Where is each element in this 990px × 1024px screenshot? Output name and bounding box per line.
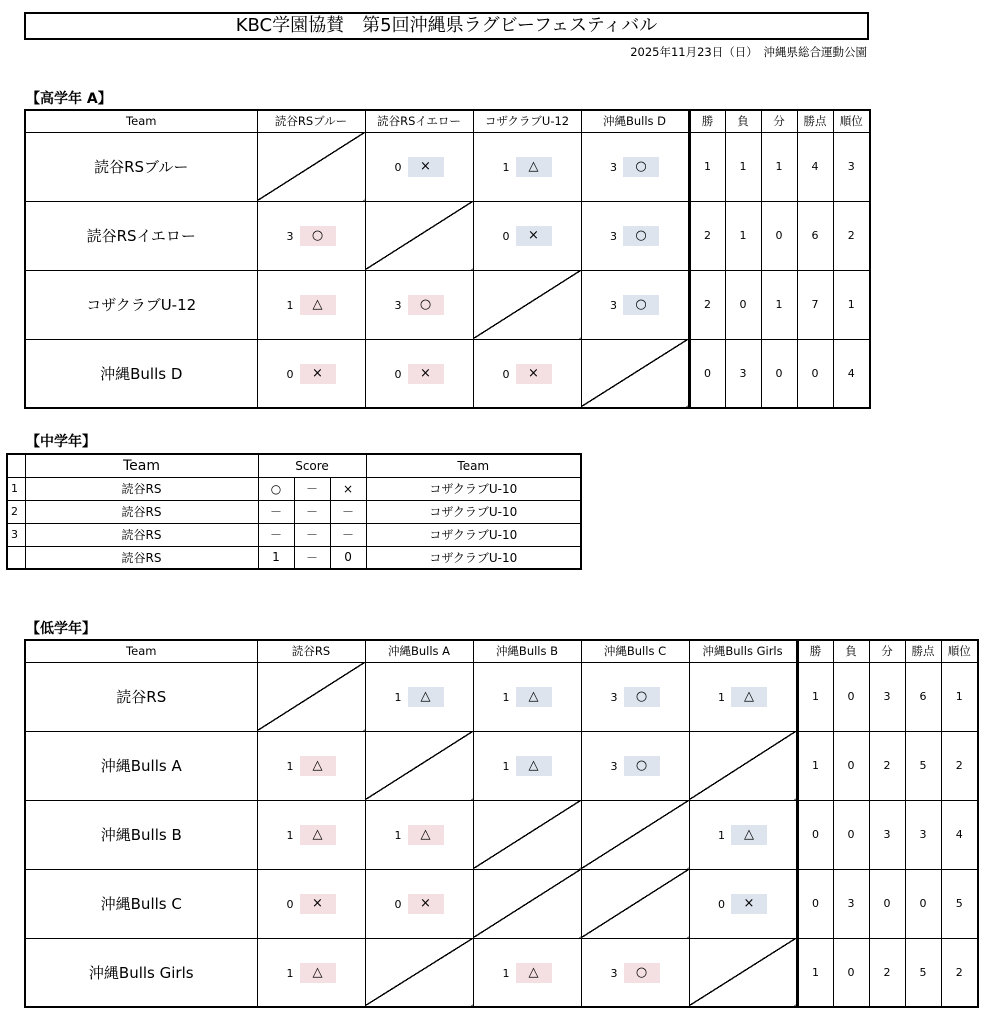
- lower-result-cell: [473, 731, 581, 800]
- middle-row-number: 1: [7, 477, 25, 500]
- result: [503, 756, 552, 776]
- result: [503, 157, 552, 177]
- result: [503, 687, 552, 707]
- result-mark: ○: [624, 756, 660, 776]
- lower-stat-wins: 1: [797, 938, 833, 1007]
- middle-home-team: 読谷RS: [25, 500, 258, 523]
- result-mark: ×: [408, 364, 444, 384]
- lower-team-name: 読谷RS: [25, 662, 257, 731]
- result-points: 0: [502, 367, 510, 381]
- result-mark: △: [300, 756, 336, 776]
- result-points: 1: [502, 759, 510, 773]
- upper-diagonal-cell: [473, 270, 581, 339]
- upper-stat-points: 6: [797, 201, 833, 270]
- result-mark: ○: [408, 295, 444, 315]
- upper-table-row: [25, 132, 870, 201]
- result-points: 1: [718, 828, 725, 842]
- result-mark: ○: [624, 963, 660, 983]
- lower-stat-rank: 5: [941, 869, 978, 938]
- upper-stat-rank: 3: [833, 132, 870, 201]
- result-mark: ×: [300, 364, 336, 384]
- middle-score-sep: －: [294, 500, 330, 523]
- page-title: KBC学園協賛 第5回沖縄県ラグビーフェスティバル: [24, 12, 869, 40]
- lower-result-cell: [473, 662, 581, 731]
- lower-diagonal-cell: [257, 662, 365, 731]
- result-mark: △: [731, 825, 767, 845]
- middle-table-row: [7, 500, 581, 523]
- result: [395, 825, 444, 845]
- lower-result-cell: [365, 662, 473, 731]
- result: [287, 226, 336, 246]
- result-mark: △: [516, 963, 552, 983]
- upper-table-row: [25, 201, 870, 270]
- middle-away-team: コザクラブU-10: [366, 500, 581, 523]
- result-mark: △: [300, 295, 336, 315]
- lower-result-cell: [365, 869, 473, 938]
- result: [395, 894, 444, 914]
- upper-result-cell: [257, 201, 365, 270]
- result-mark: △: [731, 687, 767, 707]
- result-mark: △: [516, 157, 552, 177]
- lower-header-9: 勝点: [905, 640, 941, 662]
- upper-header-5: 勝: [689, 110, 725, 132]
- result-mark: △: [408, 687, 444, 707]
- middle-row-number: 2: [7, 500, 25, 523]
- result: [503, 364, 552, 384]
- lower-header-7: 負: [833, 640, 869, 662]
- lower-team-name: 沖縄Bulls A: [25, 731, 257, 800]
- lower-stat-rank: 2: [941, 938, 978, 1007]
- upper-stat-wins: 2: [689, 201, 725, 270]
- result: [718, 894, 767, 914]
- upper-result-cell: [365, 132, 473, 201]
- result: [610, 157, 659, 177]
- middle-table-row: [7, 546, 581, 569]
- upper-team-name: 沖縄Bulls D: [25, 339, 257, 408]
- upper-result-cell: [581, 270, 689, 339]
- lower-diagonal-cell: [581, 800, 689, 869]
- result-points: 3: [610, 229, 617, 243]
- lower-result-cell: [257, 938, 365, 1007]
- upper-result-cell: [473, 201, 581, 270]
- middle-table-row: [7, 477, 581, 500]
- result-points: 0: [394, 367, 402, 381]
- result-points: 1: [286, 966, 294, 980]
- result-points: 3: [610, 759, 618, 773]
- lower-stat-draws: 2: [869, 731, 905, 800]
- result-mark: △: [300, 963, 336, 983]
- lower-stat-losses: 3: [833, 869, 869, 938]
- lower-result-cell: [257, 731, 365, 800]
- upper-result-cell: [257, 339, 365, 408]
- result-points: 3: [394, 298, 402, 312]
- lower-team-name: 沖縄Bulls Girls: [25, 938, 257, 1007]
- upper-stat-draws: 1: [761, 132, 797, 201]
- result-points: 1: [502, 966, 510, 980]
- upper-stat-losses: 0: [725, 270, 761, 339]
- result-points: 1: [286, 759, 294, 773]
- upper-stat-wins: 2: [689, 270, 725, 339]
- result: [287, 894, 336, 914]
- lower-diagonal-cell: [365, 938, 473, 1007]
- result: [395, 687, 444, 707]
- result: [611, 756, 660, 776]
- result: [287, 963, 336, 983]
- upper-stat-points: 0: [797, 339, 833, 408]
- upper-header-0: Team: [25, 110, 257, 132]
- middle-score-sep: －: [294, 546, 330, 569]
- middle-away-team: コザクラブU-10: [366, 546, 581, 569]
- result: [395, 157, 444, 177]
- middle-home-team: 読谷RS: [25, 546, 258, 569]
- result-points: 1: [286, 298, 294, 312]
- result-mark: ○: [623, 157, 659, 177]
- result-points: 1: [286, 828, 294, 842]
- result-points: 0: [394, 160, 402, 174]
- lower-stat-losses: 0: [833, 800, 869, 869]
- lower-team-name: 沖縄Bulls B: [25, 800, 257, 869]
- upper-stat-wins: 1: [689, 132, 725, 201]
- upper-diagonal-cell: [581, 339, 689, 408]
- upper-table-row: [25, 339, 870, 408]
- lower-result-cell: [365, 800, 473, 869]
- upper-stat-rank: 2: [833, 201, 870, 270]
- upper-result-cell: [365, 270, 473, 339]
- result: [287, 756, 336, 776]
- lower-stat-losses: 0: [833, 662, 869, 731]
- lower-stat-draws: 3: [869, 662, 905, 731]
- result-mark: ×: [516, 226, 552, 246]
- middle-score-away: 0: [330, 546, 366, 569]
- middle-home-team: 読谷RS: [25, 477, 258, 500]
- result-mark: ○: [624, 687, 660, 707]
- section-lower-title: 【低学年】: [26, 621, 96, 637]
- upper-result-cell: [365, 339, 473, 408]
- lower-header-0: Team: [25, 640, 257, 662]
- result-points: 0: [286, 367, 294, 381]
- result-points: 3: [610, 966, 618, 980]
- middle-score-home: ○: [258, 477, 294, 500]
- lower-stat-points: 5: [905, 731, 941, 800]
- result-mark: ○: [623, 226, 659, 246]
- section-upper-title: 【高学年 A】: [26, 91, 112, 107]
- result-mark: ×: [516, 364, 552, 384]
- lower-table-row: [25, 938, 978, 1007]
- result-points: 3: [286, 229, 294, 243]
- result-points: 3: [610, 160, 617, 174]
- lower-table-row: [25, 731, 978, 800]
- middle-header-team-away: Team: [366, 454, 581, 477]
- result-mark: ○: [623, 295, 659, 315]
- lower-diagonal-cell: [473, 869, 581, 938]
- result: [718, 687, 767, 707]
- middle-score-home: －: [258, 500, 294, 523]
- middle-num-header: [7, 454, 25, 477]
- middle-row-number: [7, 546, 25, 569]
- upper-grade-table: [24, 109, 871, 409]
- upper-header-2: 読谷RSイエロー: [365, 110, 473, 132]
- middle-score-home: －: [258, 523, 294, 546]
- result: [287, 825, 336, 845]
- middle-away-team: コザクラブU-10: [366, 523, 581, 546]
- result: [718, 825, 767, 845]
- result: [503, 226, 552, 246]
- lower-result-cell: [689, 662, 797, 731]
- result: [610, 226, 659, 246]
- lower-table-row: [25, 662, 978, 731]
- result-points: 1: [502, 690, 510, 704]
- lower-table-row: [25, 869, 978, 938]
- result-mark: ×: [731, 894, 767, 914]
- upper-result-cell: [473, 132, 581, 201]
- result: [287, 364, 336, 384]
- lower-header-1: 読谷RS: [257, 640, 365, 662]
- lower-stat-rank: 2: [941, 731, 978, 800]
- upper-stat-draws: 0: [761, 339, 797, 408]
- upper-team-name: コザクラブU-12: [25, 270, 257, 339]
- result-points: 0: [394, 897, 402, 911]
- middle-score-away: ×: [330, 477, 366, 500]
- upper-header-9: 順位: [833, 110, 870, 132]
- upper-stat-points: 4: [797, 132, 833, 201]
- lower-stat-points: 0: [905, 869, 941, 938]
- upper-header-4: 沖縄Bulls D: [581, 110, 689, 132]
- middle-score-away: －: [330, 500, 366, 523]
- lower-result-cell: [581, 938, 689, 1007]
- upper-table-row: [25, 270, 870, 339]
- result-mark: ×: [300, 894, 336, 914]
- lower-diagonal-cell: [689, 731, 797, 800]
- result-mark: ×: [408, 894, 444, 914]
- upper-result-cell: [473, 339, 581, 408]
- result-points: 3: [610, 690, 618, 704]
- upper-result-cell: [581, 132, 689, 201]
- lower-stat-points: 6: [905, 662, 941, 731]
- lower-header-5: 沖縄Bulls Girls: [689, 640, 797, 662]
- result-mark: ○: [300, 226, 336, 246]
- result-mark: △: [516, 687, 552, 707]
- upper-header-6: 負: [725, 110, 761, 132]
- lower-diagonal-cell: [689, 938, 797, 1007]
- middle-home-team: 読谷RS: [25, 523, 258, 546]
- lower-header-3: 沖縄Bulls B: [473, 640, 581, 662]
- lower-stat-points: 5: [905, 938, 941, 1007]
- upper-team-name: 読谷RSイエロー: [25, 201, 257, 270]
- middle-table-row: [7, 523, 581, 546]
- result: [610, 295, 659, 315]
- lower-stat-rank: 4: [941, 800, 978, 869]
- upper-header-8: 勝点: [797, 110, 833, 132]
- lower-header-2: 沖縄Bulls A: [365, 640, 473, 662]
- result-mark: △: [408, 825, 444, 845]
- result-points: 1: [502, 160, 510, 174]
- lower-diagonal-cell: [581, 869, 689, 938]
- middle-score-sep: －: [294, 477, 330, 500]
- lower-diagonal-cell: [473, 800, 581, 869]
- lower-result-cell: [689, 800, 797, 869]
- middle-header-team-home: Team: [25, 454, 258, 477]
- lower-header-10: 順位: [941, 640, 978, 662]
- result-mark: ×: [408, 157, 444, 177]
- middle-away-team: コザクラブU-10: [366, 477, 581, 500]
- upper-result-cell: [581, 201, 689, 270]
- lower-result-cell: [473, 938, 581, 1007]
- upper-stat-wins: 0: [689, 339, 725, 408]
- lower-stat-wins: 1: [797, 662, 833, 731]
- lower-diagonal-cell: [365, 731, 473, 800]
- lower-stat-wins: 0: [797, 869, 833, 938]
- lower-header-8: 分: [869, 640, 905, 662]
- upper-stat-points: 7: [797, 270, 833, 339]
- upper-stat-draws: 0: [761, 201, 797, 270]
- lower-stat-losses: 0: [833, 731, 869, 800]
- lower-stat-losses: 0: [833, 938, 869, 1007]
- upper-stat-rank: 1: [833, 270, 870, 339]
- lower-result-cell: [257, 800, 365, 869]
- result: [611, 963, 660, 983]
- result-points: 3: [610, 298, 617, 312]
- upper-stat-rank: 4: [833, 339, 870, 408]
- upper-header-3: コザクラブU-12: [473, 110, 581, 132]
- lower-stat-wins: 0: [797, 800, 833, 869]
- upper-diagonal-cell: [257, 132, 365, 201]
- result-mark: △: [300, 825, 336, 845]
- lower-stat-points: 3: [905, 800, 941, 869]
- upper-header-1: 読谷RSブルー: [257, 110, 365, 132]
- result-points: 0: [286, 897, 294, 911]
- lower-result-cell: [581, 731, 689, 800]
- upper-stat-losses: 3: [725, 339, 761, 408]
- lower-stat-draws: 0: [869, 869, 905, 938]
- upper-stat-losses: 1: [725, 132, 761, 201]
- upper-result-cell: [257, 270, 365, 339]
- lower-team-name: 沖縄Bulls C: [25, 869, 257, 938]
- lower-header-6: 勝: [797, 640, 833, 662]
- section-middle-title: 【中学年】: [26, 434, 96, 450]
- lower-stat-wins: 1: [797, 731, 833, 800]
- lower-stat-draws: 3: [869, 800, 905, 869]
- result: [395, 364, 444, 384]
- result-points: 0: [502, 229, 510, 243]
- date-venue: 2025年11月23日（日） 沖縄県総合運動公園: [630, 45, 867, 59]
- result-points: 1: [394, 690, 402, 704]
- lower-result-cell: [257, 869, 365, 938]
- result-mark: △: [516, 756, 552, 776]
- middle-score-home: 1: [258, 546, 294, 569]
- upper-header-7: 分: [761, 110, 797, 132]
- result: [395, 295, 444, 315]
- lower-header-4: 沖縄Bulls C: [581, 640, 689, 662]
- middle-score-sep: －: [294, 523, 330, 546]
- lower-result-cell: [581, 662, 689, 731]
- lower-result-cell: [689, 869, 797, 938]
- result-points: 1: [394, 828, 402, 842]
- result: [287, 295, 336, 315]
- upper-diagonal-cell: [365, 201, 473, 270]
- lower-stat-rank: 1: [941, 662, 978, 731]
- middle-grade-table: [6, 453, 582, 570]
- result-points: 0: [718, 897, 725, 911]
- upper-stat-draws: 1: [761, 270, 797, 339]
- middle-row-number: 3: [7, 523, 25, 546]
- lower-table-row: [25, 800, 978, 869]
- upper-team-name: 読谷RSブルー: [25, 132, 257, 201]
- result: [503, 963, 552, 983]
- upper-stat-losses: 1: [725, 201, 761, 270]
- result: [611, 687, 660, 707]
- middle-header-score: Score: [258, 454, 366, 477]
- lower-stat-draws: 2: [869, 938, 905, 1007]
- result-points: 1: [718, 690, 725, 704]
- middle-score-away: －: [330, 523, 366, 546]
- lower-grade-table: [24, 639, 979, 1008]
